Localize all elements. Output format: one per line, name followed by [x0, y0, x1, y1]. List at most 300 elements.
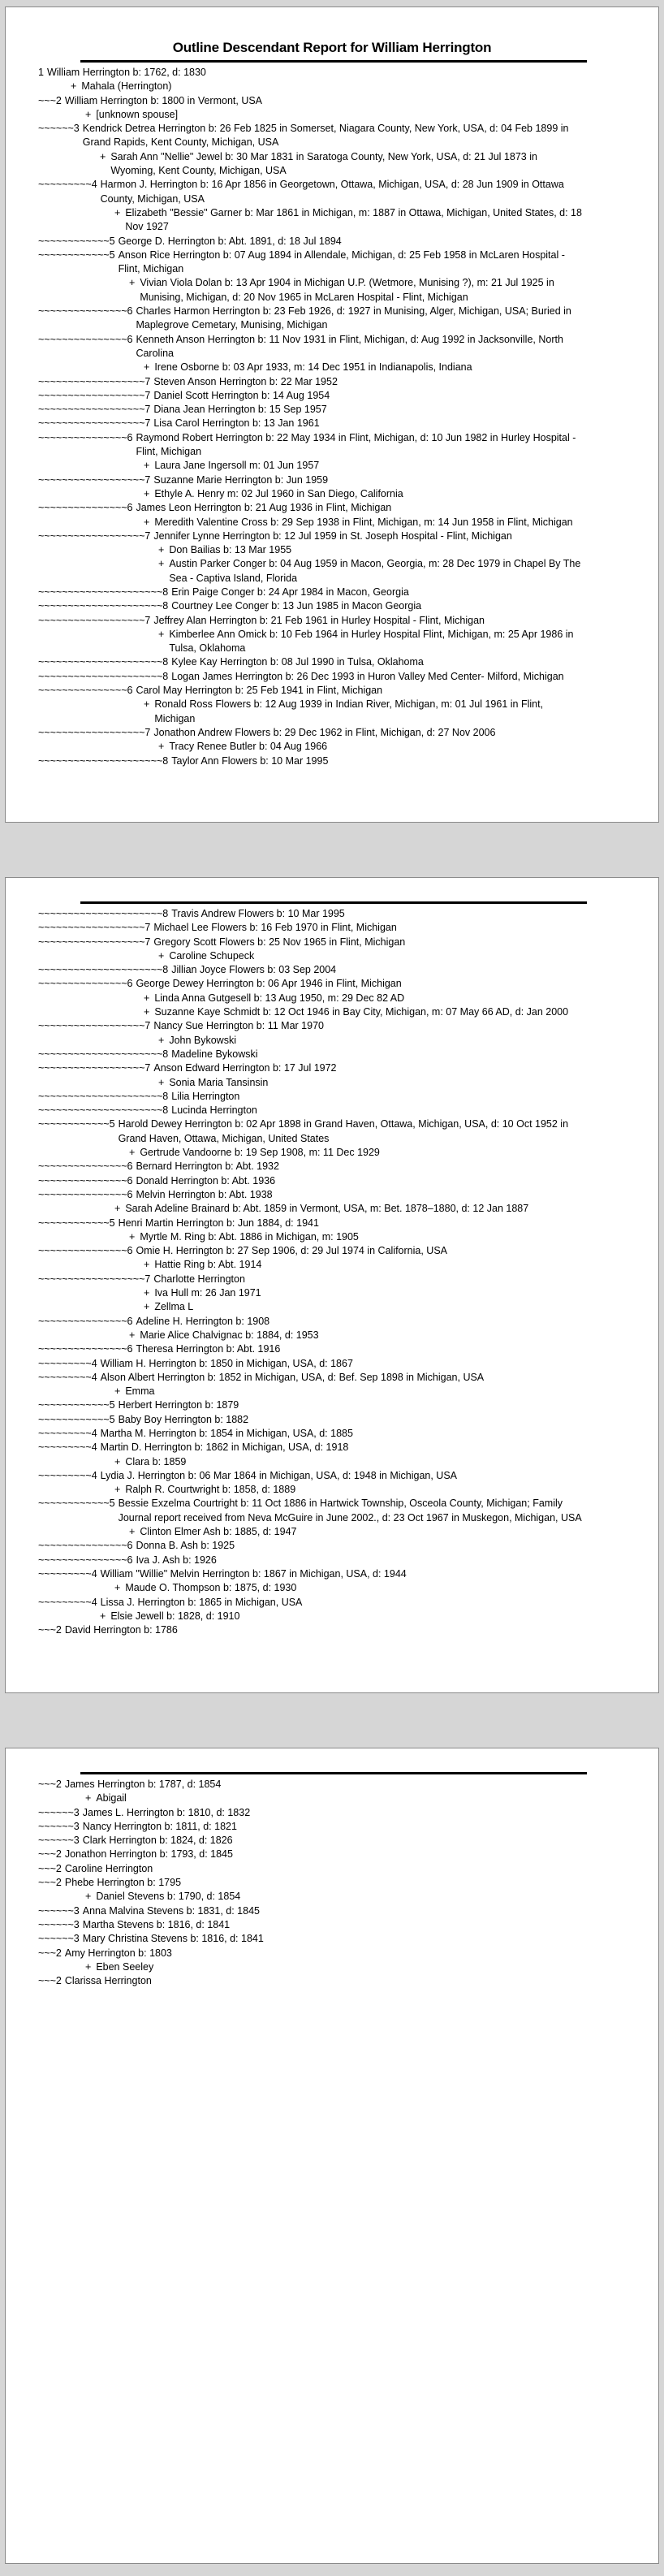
spouse-plus-marker: + — [100, 150, 106, 162]
person-text: Erin Paige Conger b: 24 Apr 1984 in Macon, Georgia — [171, 586, 409, 598]
generation-marker: ~~~~~~~~~~~~~~~~~~7 — [38, 1273, 151, 1285]
descendant-line — [38, 1427, 582, 1441]
person-text: Elsie Jewell b: 1828, d: 1910 — [110, 1610, 240, 1622]
descendant-line — [38, 1061, 582, 1075]
generation-marker: ~~~~~~~~~~~~~~~~~~~~~8 — [38, 908, 169, 919]
spouse-plus-marker: + — [144, 1301, 150, 1313]
person-text: Kimberlee Ann Omick b: 10 Feb 1964 in Hurley Hospital Flint, Michigan, m: 25 Apr 1986 in Tulsa, Oklahoma — [169, 628, 574, 655]
spouse-line — [129, 1230, 582, 1244]
descendant-line — [38, 1932, 582, 1946]
person-text: Daniel Stevens b: 1790, d: 1854 — [96, 1891, 241, 1903]
generation-marker: ~~~~~~~~~4 — [38, 1427, 97, 1439]
generation-marker: ~~~~~~~~~~~~~~~~~~~~~8 — [38, 1090, 169, 1102]
descendant-line — [38, 1019, 582, 1033]
descendant-line — [38, 1820, 582, 1834]
spouse-plus-marker: + — [85, 1792, 92, 1804]
generation-marker: ~~~~~~~~~~~~5 — [38, 1217, 115, 1229]
spouse-line — [129, 1146, 582, 1160]
person-text: Emma — [125, 1385, 155, 1398]
descendant-line — [38, 1554, 582, 1567]
generation-marker: ~~~~~~~~~~~~~~~6 — [38, 1554, 133, 1566]
generation-marker: ~~~~~~~~~~~~~~~~~~~~~8 — [38, 600, 169, 612]
descendant-line — [38, 1974, 582, 1988]
spouse-line — [85, 108, 582, 122]
spouse-plus-marker: + — [158, 1034, 165, 1046]
descendant-line — [38, 1876, 582, 1890]
generation-marker: ~~~~~~~~~~~~~~~~~~7 — [38, 417, 151, 430]
descendant-line — [38, 1469, 582, 1483]
descendant-line — [38, 1371, 582, 1385]
spouse-line — [144, 516, 582, 529]
descendant-line — [38, 501, 582, 515]
spouse-plus-marker: + — [158, 741, 165, 753]
person-text: Donald Herrington b: Abt. 1936 — [136, 1174, 276, 1186]
descendant-line — [38, 1623, 582, 1637]
generation-marker: ~~~~~~~~~~~~~~~6 — [38, 502, 133, 514]
descendant-line — [38, 1273, 582, 1286]
spouse-plus-marker: + — [114, 206, 121, 218]
spouse-plus-marker: + — [114, 1582, 121, 1594]
person-text: Martha M. Herrington b: 1854 in Michigan, USA, d: 1885 — [100, 1427, 353, 1439]
descendant-line — [38, 977, 582, 991]
spouse-line — [158, 949, 582, 963]
person-text: Ralph R. Courtwright b: 1858, d: 1889 — [125, 1484, 296, 1496]
spouse-line — [114, 1455, 582, 1469]
descendant-line — [38, 1174, 582, 1188]
descendant-line — [38, 1188, 582, 1202]
person-text: Abigail — [96, 1792, 127, 1804]
person-text: Anna Malvina Stevens b: 1831, d: 1845 — [82, 1904, 260, 1917]
descendant-line — [38, 529, 582, 543]
person-text: Hattie Ring b: Abt. 1914 — [154, 1259, 262, 1271]
generation-marker: ~~~~~~~~~~~~~~~~~~7 — [38, 375, 151, 387]
spouse-line — [144, 1258, 582, 1272]
spouse-plus-marker: + — [144, 698, 150, 711]
person-text: Lissa J. Herrington b: 1865 in Michigan, USA — [100, 1596, 303, 1608]
spouse-line — [144, 698, 582, 726]
person-text: Laura Jane Ingersoll m: 01 Jun 1957 — [154, 460, 320, 472]
person-text: Charles Harmon Herrington b: 23 Feb 1926, d: 1927 in Munising, Alger, Michigan, USA; Buried in Maplegrove Cemetary, Munising, Michigan — [136, 305, 571, 331]
spouse-line — [158, 557, 582, 586]
descendant-line — [38, 1217, 582, 1230]
descendant-line — [38, 235, 582, 249]
person-text: Clarissa Herrington — [64, 1975, 152, 1987]
report-page-3 — [5, 1748, 659, 2564]
person-text: Kenneth Anson Herrington b: 11 Nov 1931 in Flint, Michigan, d: Aug 1992 in Jacksonville, North Carolina — [136, 333, 563, 359]
generation-marker: ~~~~~~~~~~~~~~~~~~~~~8 — [38, 964, 169, 976]
person-text: Vivian Viola Dolan b: 13 Apr 1904 in Michigan U.P. (Wetmore, Munising ?), m: 21 Jul 1925 in Munising, Michigan, d: 20 Nov 1965 in McLaren Hospital - Flint, Michigan — [140, 277, 554, 303]
descendant-line — [38, 389, 582, 403]
descendant-list-page-1 — [6, 66, 658, 768]
person-text: Don Bailias b: 13 Mar 1955 — [169, 544, 292, 556]
person-text: Daniel Scott Herrington b: 14 Aug 1954 — [153, 389, 330, 401]
descendant-line — [38, 417, 582, 430]
generation-marker: ~~~~~~~~~~~~5 — [38, 1413, 115, 1425]
spouse-line — [85, 1890, 582, 1904]
spouse-line — [85, 1792, 582, 1805]
generation-marker: ~~~~~~~~~~~~5 — [38, 1498, 115, 1510]
spouse-plus-marker: + — [144, 992, 150, 1004]
descendant-line — [38, 655, 582, 669]
spouse-plus-marker: + — [100, 1610, 106, 1622]
generation-marker: ~~~2 — [38, 1877, 62, 1889]
descendant-line — [38, 431, 582, 460]
person-text: Alson Albert Herrington b: 1852 in Michigan, USA, d: Bef. Sep 1898 in Michigan, USA — [100, 1371, 485, 1383]
descendant-line — [38, 1398, 582, 1412]
person-text: Bernard Herrington b: Abt. 1932 — [136, 1160, 279, 1173]
person-text: Clinton Elmer Ash b: 1885, d: 1947 — [140, 1526, 297, 1538]
person-text: Omie H. Herrington b: 27 Sep 1906, d: 29 Jul 1974 in California, USA — [136, 1245, 447, 1257]
generation-marker: ~~~~~~~~~~~~~~~~~~7 — [38, 1020, 151, 1032]
spouse-plus-marker: + — [85, 1960, 92, 1973]
spouse-plus-marker: + — [144, 516, 150, 528]
descendant-line — [38, 1160, 582, 1173]
descendant-line — [38, 1342, 582, 1356]
descendant-line — [38, 122, 582, 150]
generation-marker: ~~~~~~~~~~~~5 — [38, 235, 115, 247]
person-text: Harmon J. Herrington b: 16 Apr 1856 in Georgetown, Ottawa, Michigan, USA, d: 28 Jun 1909 in Ottawa County, Michigan, USA — [100, 179, 564, 205]
person-text: Suzanne Marie Herrington b: Jun 1959 — [153, 473, 329, 486]
descendant-line — [38, 1441, 582, 1454]
spouse-line — [144, 459, 582, 473]
descendant-line — [38, 936, 582, 949]
spouse-plus-marker: + — [129, 1147, 136, 1159]
person-text: Meredith Valentine Cross b: 29 Sep 1938 in Flint, Michigan, m: 14 Jun 1958 in Flint, Michigan — [154, 516, 573, 528]
person-text: Eben Seeley — [96, 1960, 154, 1973]
spouse-plus-marker: + — [158, 558, 165, 570]
descendant-line — [38, 1834, 582, 1848]
generation-marker: ~~~~~~~~~~~~~~~~~~7 — [38, 614, 151, 626]
person-text: Ronald Ross Flowers b: 12 Aug 1939 in Indian River, Michigan, m: 01 Jul 1961 in Flint, Michigan — [154, 698, 544, 724]
descendant-list-page-3 — [6, 1778, 658, 1988]
spouse-line — [129, 1525, 582, 1539]
generation-marker: ~~~2 — [38, 1862, 62, 1874]
person-text: Melvin Herrington b: Abt. 1938 — [136, 1188, 273, 1200]
spouse-line — [129, 276, 582, 305]
person-text: Raymond Robert Herrington b: 22 May 1934 in Flint, Michigan, d: 10 Jun 1982 in Hurley Hospital - Flint, Michigan — [136, 431, 576, 458]
generation-marker: ~~~~~~~~~~~~~~~~~~~~~8 — [38, 586, 169, 598]
generation-marker: ~~~~~~~~~~~~~~~~~~7 — [38, 922, 151, 934]
generation-marker: ~~~~~~~~~~~~~~~~~~~~~8 — [38, 1104, 169, 1117]
generation-marker: ~~~~~~3 — [38, 123, 80, 135]
descendant-line — [38, 754, 582, 768]
generation-marker: ~~~~~~~~~4 — [38, 179, 97, 191]
person-text: Mary Christina Stevens b: 1816, d: 1841 — [82, 1933, 264, 1945]
generation-marker: ~~~~~~3 — [38, 1835, 80, 1847]
person-text: Nancy Herrington b: 1811, d: 1821 — [82, 1820, 237, 1832]
person-text: Anson Edward Herrington b: 17 Jul 1972 — [153, 1062, 337, 1074]
generation-marker: ~~~~~~~~~4 — [38, 1371, 97, 1383]
person-text: Steven Anson Herrington b: 22 Mar 1952 — [153, 375, 338, 387]
person-text: Harold Dewey Herrington b: 02 Apr 1898 in Grand Haven, Ottawa, Michigan, USA, d: 10 Oct 1952 in Grand Haven, Ottawa, Michigan, United States — [118, 1118, 569, 1144]
generation-marker: ~~~2 — [38, 1624, 62, 1636]
continuation-rule — [80, 1772, 587, 1774]
person-text: Lucinda Herrington — [171, 1104, 257, 1117]
spouse-line — [114, 1202, 582, 1216]
spouse-line — [85, 1960, 582, 1974]
person-text: Travis Andrew Flowers b: 10 Mar 1995 — [171, 908, 345, 919]
descendant-line — [38, 670, 582, 684]
report-title: Outline Descendant Report for William Herrington — [172, 40, 492, 55]
generation-marker: ~~~~~~~~~~~~5 — [38, 249, 115, 261]
generation-marker: ~~~~~~~~~~~~~~~~~~7 — [38, 1062, 151, 1074]
person-text: Maude O. Thompson b: 1875, d: 1930 — [125, 1582, 297, 1594]
generation-marker: ~~~~~~~~~~~~5 — [38, 1399, 115, 1411]
person-text: Lydia J. Herrington b: 06 Mar 1864 in Michigan, USA, d: 1948 in Michigan, USA — [100, 1469, 458, 1481]
person-text: Phebe Herrington b: 1795 — [64, 1877, 182, 1889]
generation-marker: ~~~~~~3 — [38, 1820, 80, 1832]
descendant-line — [38, 1778, 582, 1792]
spouse-line — [144, 1005, 582, 1019]
person-text: Theresa Herrington b: Abt. 1916 — [136, 1343, 281, 1355]
person-text: Martin D. Herrington b: 1862 in Michigan, USA, d: 1918 — [100, 1441, 349, 1454]
descendant-line — [38, 1090, 582, 1104]
person-text: James Herrington b: 1787, d: 1854 — [64, 1779, 222, 1790]
generation-marker: ~~~~~~~~~~~~~~~~~~7 — [38, 529, 151, 542]
spouse-plus-marker: + — [144, 361, 150, 374]
spouse-plus-marker: + — [114, 1203, 121, 1215]
spouse-plus-marker: + — [144, 487, 150, 499]
spouse-line — [144, 361, 582, 374]
spouse-line — [144, 1300, 582, 1314]
spouse-line — [100, 1610, 582, 1623]
spouse-line — [158, 740, 582, 754]
person-text: Anson Rice Herrington b: 07 Aug 1894 in Allendale, Michigan, d: 25 Feb 1958 in McLaren Hospital - Flint, Michigan — [118, 249, 565, 275]
descendant-line — [38, 403, 582, 417]
person-text: George D. Herrington b: Abt. 1891, d: 18 Jul 1894 — [118, 235, 342, 247]
spouse-line — [158, 543, 582, 557]
person-text: Kendrick Detrea Herrington b: 26 Feb 1825 in Somerset, Niagara County, New York, USA, d: 04 Feb 1899 in Grand Rapids, Kent County, Michigan, USA — [82, 123, 569, 149]
descendant-line — [38, 1596, 582, 1610]
spouse-line — [114, 1581, 582, 1595]
generation-marker: ~~~~~~~~~~~~~~~~~~7 — [38, 389, 151, 401]
generation-marker: ~~~2 — [38, 1947, 62, 1959]
person-text: Clara b: 1859 — [125, 1455, 187, 1467]
person-text: Tracy Renee Butler b: 04 Aug 1966 — [169, 741, 328, 753]
descendant-line — [38, 907, 582, 921]
spouse-plus-marker: + — [71, 80, 77, 93]
spouse-line — [158, 628, 582, 656]
spouse-line — [144, 992, 582, 1005]
descendant-line — [38, 1117, 582, 1146]
person-text: Jillian Joyce Flowers b: 03 Sep 2004 — [171, 964, 337, 976]
person-text: Jeffrey Alan Herrington b: 21 Feb 1961 in Hurley Hospital - Flint, Michigan — [153, 614, 485, 626]
person-text: Diana Jean Herrington b: 15 Sep 1957 — [153, 404, 327, 416]
descendant-line — [38, 726, 582, 740]
person-text: Lisa Carol Herrington b: 13 Jan 1961 — [153, 417, 320, 430]
person-text: Madeline Bykowski — [171, 1048, 258, 1060]
generation-marker: ~~~2 — [38, 1975, 62, 1987]
spouse-line — [71, 80, 582, 93]
person-text: Irene Osborne b: 03 Apr 1933, m: 14 Dec 1951 in Indianapolis, Indiana — [154, 361, 472, 374]
descendant-line — [38, 1539, 582, 1553]
person-text: [unknown spouse] — [96, 108, 179, 120]
descendant-line — [38, 1947, 582, 1960]
person-text: William Herrington b: 1800 in Vermont, USA — [64, 94, 263, 106]
generation-marker: ~~~~~~3 — [38, 1933, 80, 1945]
descendant-line — [38, 1413, 582, 1427]
descendant-line — [38, 249, 582, 277]
descendant-line — [38, 94, 582, 108]
person-text: Caroline Schupeck — [169, 949, 255, 962]
person-text: Myrtle M. Ring b: Abt. 1886 in Michigan, m: 1905 — [140, 1230, 359, 1243]
report-page-1 — [5, 6, 659, 823]
spouse-plus-marker: + — [129, 1329, 136, 1341]
descendant-line — [38, 1862, 582, 1876]
descendant-line — [38, 1806, 582, 1820]
person-text: Michael Lee Flowers b: 16 Feb 1970 in Flint, Michigan — [153, 922, 397, 934]
person-text: George Dewey Herrington b: 06 Apr 1946 in Flint, Michigan — [136, 978, 402, 990]
descendant-line — [38, 1048, 582, 1061]
spouse-plus-marker: + — [85, 108, 92, 120]
generation-marker: ~~~2 — [38, 94, 62, 106]
generation-marker: ~~~~~~~~~~~~~~~6 — [38, 333, 133, 345]
generation-marker: ~~~~~~~~~~~~~~~~~~7 — [38, 726, 151, 738]
spouse-line — [158, 1076, 582, 1090]
person-text: Charlotte Herrington — [153, 1273, 245, 1285]
generation-marker: ~~~~~~~~~~~~~~~6 — [38, 1245, 133, 1257]
spouse-plus-marker: + — [158, 1076, 165, 1088]
person-text: David Herrington b: 1786 — [64, 1624, 178, 1636]
descendant-line — [38, 614, 582, 628]
descendant-line — [38, 1567, 582, 1581]
person-text: Henri Martin Herrington b: Jun 1884, d: 1941 — [118, 1217, 319, 1229]
generation-marker: ~~~2 — [38, 1848, 62, 1861]
spouse-plus-marker: + — [144, 460, 150, 472]
generation-marker: ~~~~~~~~~~~~~~~~~~7 — [38, 936, 151, 948]
spouse-line — [100, 150, 582, 179]
generation-marker: ~~~~~~~~~~~~5 — [38, 1118, 115, 1130]
generation-marker: ~~~~~~~~~~~~~~~~~~~~~8 — [38, 1048, 169, 1060]
person-text: William H. Herrington b: 1850 in Michigan, USA, d: 1867 — [100, 1357, 353, 1369]
generation-marker: ~~~~~~~~~4 — [38, 1596, 97, 1608]
descendant-line — [38, 586, 582, 599]
spouse-plus-marker: + — [114, 1385, 121, 1398]
spouse-plus-marker: + — [158, 628, 165, 640]
generation-marker: ~~~~~~~~~~~~~~~~~~7 — [38, 404, 151, 416]
generation-marker: ~~~~~~~~~~~~~~~~~~7 — [38, 473, 151, 486]
descendant-line — [38, 1848, 582, 1861]
spouse-line — [144, 1286, 582, 1300]
descendant-line — [38, 1104, 582, 1117]
person-text: Kylee Kay Herrington b: 08 Jul 1990 in Tulsa, Oklahoma — [171, 656, 424, 668]
generation-marker: ~~~~~~3 — [38, 1904, 80, 1917]
person-text: Nancy Sue Herrington b: 11 Mar 1970 — [153, 1020, 324, 1032]
generation-marker: ~~~~~~~~~~~~~~~~~~~~~8 — [38, 656, 169, 668]
descendant-line — [38, 963, 582, 977]
spouse-line — [114, 1385, 582, 1398]
person-text: Sarah Ann "Nellie" Jewel b: 30 Mar 1831 in Saratoga County, New York, USA, d: 21 Jul 1873 in Wyoming, Kent County, Michigan, USA — [110, 150, 537, 177]
descendant-line — [38, 473, 582, 487]
person-text: James Leon Herrington b: 21 Aug 1936 in Flint, Michigan — [136, 502, 392, 514]
person-text: Sonia Maria Tansinsin — [169, 1076, 269, 1088]
descendant-line — [38, 375, 582, 389]
person-text: Austin Parker Conger b: 04 Aug 1959 in Macon, Georgia, m: 28 Dec 1979 in Chapel By The Sea - Captiva Island, Florida — [169, 558, 581, 584]
person-text: Gregory Scott Flowers b: 25 Nov 1965 in Flint, Michigan — [153, 936, 406, 948]
descendant-line — [38, 1315, 582, 1329]
person-text: Taylor Ann Flowers b: 10 Mar 1995 — [171, 754, 329, 767]
person-text: Iva J. Ash b: 1926 — [136, 1554, 217, 1566]
person-text: Elizabeth "Bessie" Garner b: Mar 1861 in Michigan, m: 1887 in Ottawa, Michigan, United States, d: 18 Nov 1927 — [125, 206, 582, 233]
generation-marker: ~~~~~~~~~~~~~~~6 — [38, 1160, 133, 1173]
descendant-line — [38, 178, 582, 206]
generation-marker: ~~~~~~~~~~~~~~~6 — [38, 1343, 133, 1355]
person-text: William Herrington b: 1762, d: 1830 — [46, 67, 206, 78]
spouse-plus-marker: + — [158, 544, 165, 556]
spouse-plus-marker: + — [144, 1287, 150, 1299]
spouse-plus-marker: + — [129, 1526, 136, 1538]
person-text: Sarah Adeline Brainard b: Abt. 1859 in Vermont, USA, m: Bet. 1878–1880, d: 12 Jan 1887 — [125, 1203, 529, 1215]
person-text: Logan James Herrington b: 26 Dec 1993 in Huron Valley Med Center- Milford, Michigan — [171, 670, 564, 682]
person-text: Baby Boy Herrington b: 1882 — [118, 1413, 249, 1425]
spouse-plus-marker: + — [85, 1891, 92, 1903]
spouse-plus-marker: + — [114, 1455, 121, 1467]
person-text: Linda Anna Gutgesell b: 13 Aug 1950, m: 29 Dec 82 AD — [154, 992, 405, 1004]
spouse-line — [114, 1483, 582, 1497]
descendant-line — [38, 1357, 582, 1371]
person-text: John Bykowski — [169, 1034, 236, 1046]
generation-marker: ~~~~~~3 — [38, 1918, 80, 1930]
spouse-line — [129, 1329, 582, 1342]
person-text: Herbert Herrington b: 1879 — [118, 1399, 239, 1411]
person-text: James L. Herrington b: 1810, d: 1832 — [82, 1806, 251, 1818]
generation-marker: ~~~~~~~~~~~~~~~6 — [38, 305, 133, 318]
person-text: Suzanne Kaye Schmidt b: 12 Oct 1946 in Bay City, Michigan, m: 07 May 66 AD, d: Jan 2000 — [154, 1006, 569, 1018]
person-text: Amy Herrington b: 1803 — [64, 1947, 172, 1959]
person-text: Jonathon Andrew Flowers b: 29 Dec 1962 in Flint, Michigan, d: 27 Nov 2006 — [153, 726, 496, 738]
generation-marker: ~~~~~~~~~~~~~~~6 — [38, 685, 133, 697]
descendant-line — [38, 684, 582, 698]
person-text: Iva Hull m: 26 Jan 1971 — [154, 1287, 261, 1299]
descendant-line — [38, 1904, 582, 1918]
person-text: Ethyle A. Henry m: 02 Jul 1960 in San Diego, California — [154, 487, 403, 499]
spouse-line — [144, 487, 582, 501]
descendant-line — [38, 1244, 582, 1258]
person-text: Mahala (Herrington) — [81, 80, 172, 93]
person-text: Donna B. Ash b: 1925 — [136, 1540, 235, 1552]
person-text: Marie Alice Chalvignac b: 1884, d: 1953 — [140, 1329, 319, 1341]
spouse-line — [158, 1034, 582, 1048]
generation-marker: ~~~~~~~~~~~~~~~~~~~~~8 — [38, 754, 169, 767]
report-page-2 — [5, 877, 659, 1693]
person-text: Zellma L — [154, 1301, 194, 1313]
descendant-line — [38, 66, 582, 80]
person-text: Carol May Herrington b: 25 Feb 1941 in Flint, Michigan — [136, 685, 383, 697]
generation-marker: 1 — [38, 67, 44, 78]
generation-marker: ~~~~~~~~~4 — [38, 1567, 97, 1580]
descendant-list-page-2 — [6, 907, 658, 1637]
spouse-plus-marker: + — [129, 277, 136, 289]
person-text: Jonathon Herrington b: 1793, d: 1845 — [64, 1848, 233, 1861]
generation-marker: ~~~~~~~~~~~~~~~6 — [38, 1540, 133, 1552]
person-text: Bessie Exzelma Courtright b: 11 Oct 1886 in Hartwick Township, Osceola County, Michigan; Family Journal report received from Neva McGuire in June 2002., d: 23 Oct 1967 in Muskegon, Michigan, USA — [118, 1498, 582, 1524]
generation-marker: ~~~~~~~~~4 — [38, 1441, 97, 1454]
person-text: Courtney Lee Conger b: 13 Jun 1985 in Macon Georgia — [171, 600, 422, 612]
person-text: Gertrude Vandoorne b: 19 Sep 1908, m: 11 Dec 1929 — [140, 1147, 380, 1159]
person-text: William "Willie" Melvin Herrington b: 1867 in Michigan, USA, d: 1944 — [100, 1567, 407, 1580]
descendant-line — [38, 921, 582, 935]
descendant-line — [38, 305, 582, 333]
descendant-line — [38, 599, 582, 613]
person-text: Lilia Herrington — [171, 1090, 240, 1102]
generation-marker: ~~~~~~~~~4 — [38, 1357, 97, 1369]
generation-marker: ~~~2 — [38, 1779, 62, 1790]
generation-marker: ~~~~~~~~~~~~~~~6 — [38, 978, 133, 990]
person-text: Clark Herrington b: 1824, d: 1826 — [82, 1835, 233, 1847]
person-text: Jennifer Lynne Herrington b: 12 Jul 1959 in St. Joseph Hospital - Flint, Michigan — [153, 529, 512, 542]
descendant-line — [38, 333, 582, 361]
descendant-line — [38, 1918, 582, 1932]
